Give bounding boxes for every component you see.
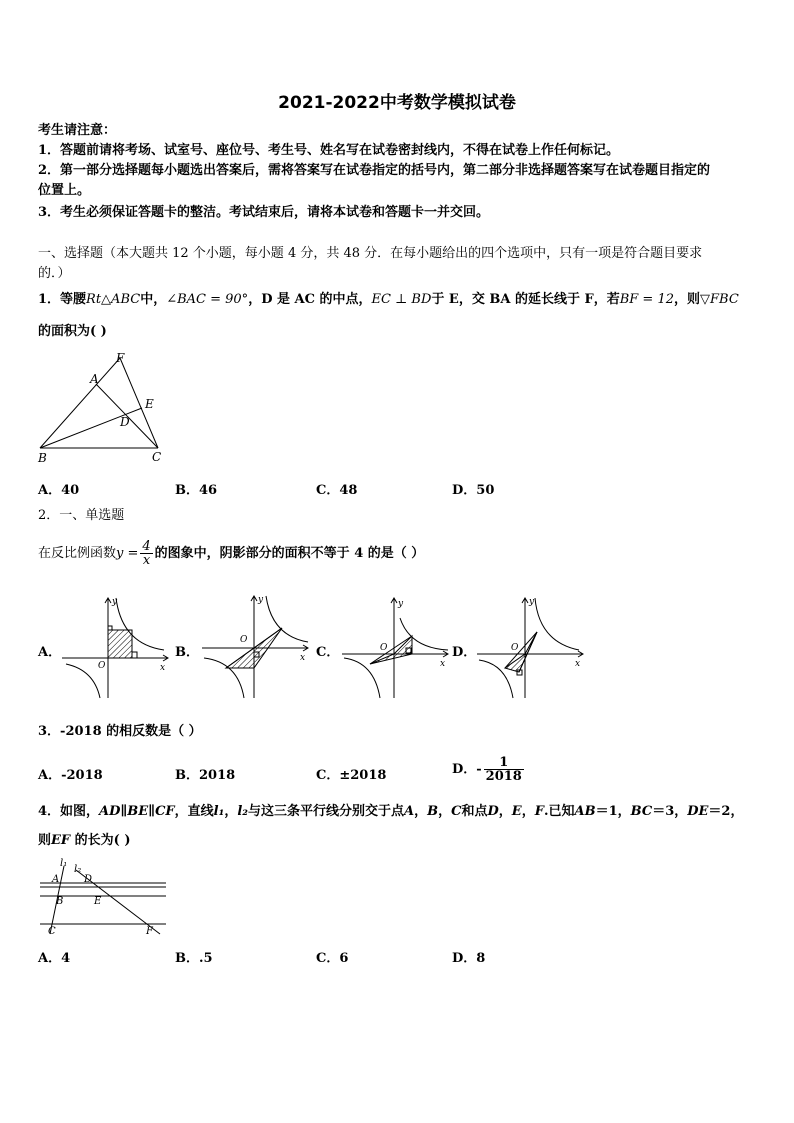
text: .已知 [543, 804, 575, 819]
q2-option[interactable]: B． [175, 645, 199, 660]
q2-option[interactable]: D． [452, 645, 477, 660]
text: 的长为( ) [70, 833, 131, 848]
text: ， [498, 804, 512, 819]
question-1-text [38, 290, 739, 310]
math: ∠BAC = 90° [166, 292, 249, 307]
notice-item: 3．考生必须保证答题卡的整洁。考试结束后，请将本试卷和答题卡一并交回。 [38, 205, 490, 220]
text: 和点 [461, 804, 488, 819]
question-4-text-cont [38, 831, 131, 851]
fig-label: B [38, 451, 47, 465]
axis-label: x [160, 663, 166, 673]
q1-option[interactable]: C．48 [316, 483, 358, 498]
question-2-text [38, 540, 424, 567]
math: D [487, 804, 499, 819]
fig-label: D [120, 415, 130, 429]
math: Rt△ABC [86, 292, 141, 307]
math: DE [687, 804, 709, 819]
text: ＝1， [595, 804, 631, 819]
math: E [511, 804, 522, 819]
fraction [484, 756, 524, 783]
text: 于 E，交 BA 的延长线于 F，若 [431, 292, 620, 307]
fig-label: E [145, 397, 154, 411]
fig-label: C [152, 450, 162, 464]
notice-item: 2．第一部分选择题每小题选出答案后，需将答案写在试卷指定的括号内，第二部分非选择题答案写在试卷题目指定的 [38, 163, 711, 178]
axis-label: x [300, 653, 306, 663]
q4-option[interactable]: A．4 [38, 951, 71, 966]
text: 4．如图， [38, 804, 100, 819]
text: ，则 [674, 292, 701, 307]
notice-item: 位置上。 [38, 183, 91, 198]
math: A [403, 804, 415, 819]
fig-label: C [48, 926, 56, 937]
axis-label: O [98, 661, 106, 671]
text: ， [414, 804, 428, 819]
notice-heading: 考生请注意： [38, 123, 117, 138]
q4-option[interactable]: C．6 [316, 951, 349, 966]
q4-option[interactable]: B．.5 [175, 951, 213, 966]
q1-option[interactable]: B．46 [175, 483, 218, 498]
q3-option[interactable]: A．-2018 [38, 768, 103, 783]
fig-label: l₁ [60, 858, 68, 869]
q3-option[interactable]: C．±2018 [316, 768, 387, 783]
math: l₂ [237, 804, 248, 819]
text: ，D 是 AC 的中点， [248, 292, 372, 307]
text: ，直线 [174, 804, 214, 819]
text: 1．等腰 [38, 292, 87, 307]
text: 则 [38, 833, 52, 848]
text: ， [224, 804, 238, 819]
math: B [427, 804, 439, 819]
numerator: 4 [142, 539, 151, 554]
math: BF = 12 [619, 292, 674, 307]
math: EC ⊥ BD [371, 292, 432, 307]
axis-label: y [529, 597, 535, 607]
q2-option[interactable]: C． [316, 645, 340, 660]
math: AD∥BE∥CF [99, 804, 175, 819]
q2-graph-a [60, 592, 175, 702]
section-heading-cont: 的．） [38, 266, 71, 281]
q4-option[interactable]: D．8 [452, 951, 486, 966]
axis-label: x [440, 659, 446, 669]
fig-label: B [56, 896, 64, 907]
numerator: 1 [484, 756, 524, 770]
fraction [140, 540, 152, 567]
q2-graph-d [475, 592, 590, 702]
text: ＝2， [708, 804, 744, 819]
q2-graph-b [200, 592, 315, 702]
question-2-head: 2．一、单选题 [38, 508, 125, 523]
fig-label: E [94, 896, 102, 907]
q2-graph-c [340, 592, 455, 702]
math: F [534, 804, 544, 819]
q3-option[interactable] [452, 756, 526, 783]
math: AB [574, 804, 596, 819]
text: ， [438, 804, 452, 819]
text: 的图象中，阴影部分的面积不等于 4 的是（ ） [154, 546, 425, 561]
axis-label: O [511, 643, 519, 653]
text: 中， [140, 292, 167, 307]
option-label: D．- [452, 762, 482, 777]
q4-parallel-lines-figure [36, 856, 171, 938]
math: ▽FBC [700, 292, 739, 307]
q1-option[interactable]: A．40 [38, 483, 80, 498]
q3-option[interactable]: B．2018 [175, 768, 236, 783]
question-4-text [38, 802, 743, 822]
text: ＝3， [652, 804, 688, 819]
axis-label: y [398, 599, 404, 609]
fig-label: F [116, 351, 125, 365]
page-title: 2021-2022中考数学模拟试卷 [278, 93, 516, 113]
axis-label: O [380, 643, 388, 653]
fig-label: F [146, 926, 153, 937]
math: C [451, 804, 462, 819]
axis-label: y [112, 597, 118, 607]
question-1-text-cont: 的面积为( ) [38, 324, 107, 339]
math: y = [116, 546, 139, 561]
fig-label: A [90, 372, 99, 386]
text: ， [521, 804, 535, 819]
q1-triangle-figure [34, 348, 169, 466]
axis-label: O [240, 635, 248, 645]
fig-label: l₂ [74, 864, 82, 875]
notice-item: 1．答题前请将考场、试室号、座位号、考生号、姓名写在试卷密封线内，不得在试卷上作任何标记。 [38, 143, 620, 158]
question-3-text: 3．-2018 的相反数是（ ） [38, 724, 202, 739]
fig-label: D [84, 874, 93, 885]
math: l₁ [213, 804, 225, 819]
math: EF [51, 833, 71, 848]
axis-label: x [575, 659, 581, 669]
fig-label: A [52, 874, 60, 885]
denominator: x [142, 553, 151, 568]
axis-label: y [258, 595, 264, 605]
q1-option[interactable]: D．50 [452, 483, 495, 498]
q2-option[interactable]: A． [38, 645, 62, 660]
math: BC [630, 804, 653, 819]
text: 与这三条平行线分别交于点 [247, 804, 404, 819]
denominator: 2018 [485, 769, 522, 784]
text: 在反比例函数 [38, 546, 117, 561]
section-heading: 一、选择题（本大题共 12 个小题，每小题 4 分，共 48 分．在每小题给出的四个选项中，只有一项是符合题目要求 [38, 246, 703, 261]
